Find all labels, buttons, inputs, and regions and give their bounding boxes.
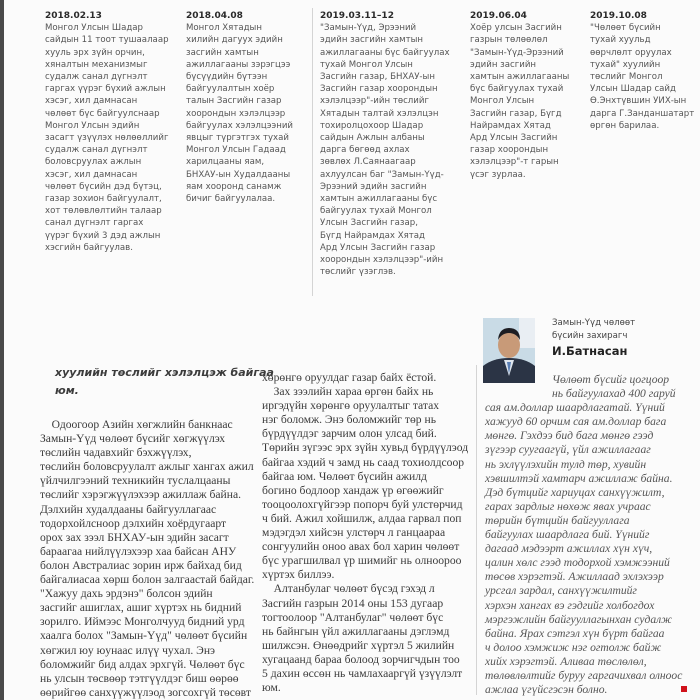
quote-text-line: урсгал зардал, санхүүжилтийг <box>485 584 637 598</box>
timeline-text-line: Бүгд Найрамдах Хятад <box>320 230 425 241</box>
body-text-line: хөрөнгө оруулдаг газар байх ёстой. <box>262 371 437 384</box>
timeline-text-line: хот төлөвлөлтийн талаар <box>45 206 162 217</box>
timeline-text-line: газар зохион байгуулалт, <box>45 194 162 205</box>
timeline-text-line: үсэг зурлаа. <box>470 169 526 180</box>
body-text-line: төслийг хэрэгжүүлэхээр ажиллаж байна. <box>40 488 241 502</box>
timeline-text-line: Засгийн газар хоорондын <box>320 84 438 95</box>
body-text-line: төслийн боловсруулалт ажлыг хангах ажил <box>40 460 254 474</box>
body-text-line: хөгжил юу юунаас илүү чухал. Энэ <box>40 643 216 657</box>
quote-text-line: хэвшилтэй хамтарч ажиллаж байна. <box>485 471 673 485</box>
end-of-article-mark <box>681 686 687 692</box>
timeline-text-line: Монгол Улсын <box>470 96 535 107</box>
timeline-text-line: Монгол Улсын Шадар <box>45 23 143 34</box>
body-text-line: бүрдүүлдэг зарчим олон улсад бий. <box>262 427 437 441</box>
quote-text-line: төлөвлөлтийг буруу гаргачихвал олноос <box>485 668 683 682</box>
body-text-line: үйлчилгээний техникийн туслалцааны <box>40 474 231 488</box>
timeline-text-line: Ө.Энхтүвшин УИХ-ын <box>590 96 687 107</box>
column-divider <box>476 365 477 695</box>
quote-text-line: хажууд 60 орчим сая ам.доллар бага <box>485 415 667 429</box>
timeline-text-line: яам хооронд санамж <box>186 181 282 192</box>
quote-text-line: нь байгуулахад 400 гаруй <box>552 387 676 401</box>
timeline-text-line: өргөн барилаа. <box>590 120 660 131</box>
timeline-text-line: Хятадын талтай хэлэлцэн <box>320 108 439 119</box>
article-column-middle <box>262 371 468 695</box>
timeline-text-line: чөлөөт бүс байгуулснаар <box>45 108 160 119</box>
body-text-line: байгаа хэдий ч замд нь саад тохиолдсоор <box>262 455 465 469</box>
quote-text-line: мэргэжлийн байгууллагынхан судалж <box>485 612 672 626</box>
timeline-text-line: хоорондын хэлэлцээр"-ийн <box>320 255 444 266</box>
quote-text-line: төрийн бүтцийн байгууллага <box>485 513 630 527</box>
quote-text-line: ч долоо хэмжиж нэг огтолж байж <box>485 640 662 654</box>
body-text-line: бүс урагшилвал үр шимийг нь олноороо <box>262 554 462 568</box>
timeline-text-line: засагт үзүүлэх нөлөөллийг <box>45 133 169 144</box>
timeline-text-line: Монгол Улсын Гадаад <box>186 145 286 156</box>
body-text-line: засгийг ашиглах, ашиг хүртэх нь бидний <box>40 601 242 615</box>
quote-text-line: зүгээр суугаагүй, үйл ажиллагааг <box>485 443 651 457</box>
body-text-line: "Хажуу дахь эрдэнэ" болсон эдийн <box>40 587 213 601</box>
body-text-line: байгалиасаа хөрш болон залгаастай байдаг. <box>40 573 255 587</box>
body-text-line: зорилго. Иймээс Монголчууд бидний урд <box>40 615 245 629</box>
timeline-text-line: Хоёр улсын Засгийн <box>470 23 562 34</box>
timeline-text-line: бүс байгуулах тухай <box>470 84 564 95</box>
timeline-text-line: хууль эрх зүйн орчин, <box>45 47 145 58</box>
timeline-text-line: Засгийн газар, БНХАУ-ын <box>320 72 435 83</box>
timeline-date: 2019.06.04 <box>470 11 527 21</box>
heading-line: хуулийн төслийг хэлэлцэж байгаа <box>55 366 274 379</box>
timeline-text-line: гаргах үүрэг бүхий ажлын <box>45 84 166 95</box>
quote-text-line: ажлаа үгүйсгэсэн болно. <box>485 683 608 697</box>
timeline-text-line: байгуулалтын хоёр <box>186 84 275 95</box>
timeline-text-line: Монгол Улсын эдийн <box>45 120 140 131</box>
body-text-line: сонгуулийн оноо авах бол харин чөлөөт <box>262 540 460 554</box>
interviewee-role: бүсийн захирагч <box>552 331 628 341</box>
timeline-text-line: хяналтын механизмыг <box>45 59 148 70</box>
timeline-entry <box>590 10 694 132</box>
timeline-text-line: судалж санал дүгнэлт <box>45 145 148 156</box>
timeline-text-line: өөрчлөлт оруулах <box>590 47 672 58</box>
timeline-text-line: хоорондын хэлэлцээр <box>186 108 286 119</box>
quote-text-line: байгуулах шаардлага бий. Үүнийг <box>485 528 650 542</box>
body-text-line: өөрийгөө санхүүжүүлэод зогсохгүй төсөвт <box>40 685 251 699</box>
body-text-line: нь улсын төсвөөр тэтгүүлдэг биш өөрөө <box>40 671 239 685</box>
timeline-text-line: Улсын Шадар сайд <box>590 84 676 95</box>
timeline-date: 2018.02.13 <box>45 11 102 21</box>
timeline-text-line: Эрээний эдийн засгийн <box>320 181 427 192</box>
body-text-line: Алтанбулаг чөлөөт бүсэд гэхэд л <box>262 582 435 596</box>
timeline-text-line: төслийг Монгол <box>590 72 663 83</box>
body-text-line: хаалга болох "Замын-Үүд" чөлөөт бүсийн <box>40 629 248 643</box>
timeline-text-line: явцыг түргэтгэх тухай <box>186 133 289 144</box>
timeline-text-line: эдийн засгийн хамтын <box>320 35 424 46</box>
quote-text-line: төсөв хэрэгтэй. Ажиллаад эхлэхээр <box>485 570 664 584</box>
timeline-text-line: боловсруулах ажлын <box>45 157 142 168</box>
timeline-text-line: хамтын ажиллагааны бүс <box>320 194 438 205</box>
timeline-entry <box>45 10 169 254</box>
column-divider <box>312 8 313 296</box>
body-text-line: шилжсэн. Өнөөдрийг хүртэл 5 жилийн <box>262 638 455 652</box>
body-text-line: Замын-Үүд чөлөөт бүсийг хөгжүүлэх <box>40 432 226 446</box>
timeline-text-line: БНХАУ-ын Худалдааны <box>186 169 291 180</box>
timeline-text-line: ахлуулсан баг "Замын-Үүд- <box>320 169 444 180</box>
timeline-text-line: "Замын-Үүд, Эрээний <box>320 23 417 34</box>
interview-quote <box>485 373 682 697</box>
interviewee-name: И.Батнасан <box>552 344 628 358</box>
timeline-date: 2019.03.11–12 <box>320 11 394 21</box>
timeline-text-line: газрын төлөөлөл <box>470 35 548 46</box>
timeline-text-line: тухай хуульд <box>590 35 651 46</box>
timeline-text-line: бүсүүдийн бүтээн <box>186 72 268 83</box>
quote-text-line: хэрхэн хангах вэ гэдгийг холбогдох <box>485 598 655 612</box>
quote-text-line: цалин хөлс гээд тодорхой хэмжээний <box>485 556 670 570</box>
article-column-left <box>40 418 254 700</box>
body-text-line: Дэлхийн худалдааны байгууллагаас <box>40 502 217 516</box>
timeline-date: 2019.10.08 <box>590 11 647 21</box>
quote-text-line: байна. Ярах сэтгэл хүн бүрт байгаа <box>485 626 665 640</box>
body-text-line: Төрийн зүгээс эрх зүйн хувьд бүрдүүлэод <box>262 441 469 455</box>
timeline-text-line: Ард Улсын Засгийн газар <box>320 242 436 253</box>
quote-text-line: гарах зардлыг нөхөж явах учраас <box>485 499 651 513</box>
body-text-line: нэг боломж. Энэ боломжийг төр нь <box>262 413 436 427</box>
timeline-text-line: судалж санал дүгнэлт <box>45 72 148 83</box>
timeline-text-line: Найрамдах Хятад <box>470 120 551 131</box>
timeline-entry <box>320 10 450 278</box>
body-text-line: Зах зээлийн хараа өргөн байх нь <box>262 385 434 399</box>
quote-text-line: хийх хэрэгтэй. Аливаа төслөлөл, <box>485 654 647 668</box>
timeline-text-line: сайдын Ажлын албаны <box>320 133 425 144</box>
body-text-line: иргэдүйн хөрөнгө оруулалтыг татах <box>262 399 440 413</box>
body-text-line: тогтоолоор "Алтанбулаг" чөлөөт бүс <box>262 610 444 624</box>
timeline-text-line: тухай" хуулийн <box>590 59 661 70</box>
body-text-line: нь байнгын үйл ажиллагааны дэглэмд <box>262 624 450 638</box>
timeline-text-line: талын Засгийн газар <box>186 96 282 107</box>
body-text-line: бараагаа нийлүүлэхээр хаа байсан АНУ <box>40 544 237 558</box>
timeline-text-line: байгуулах тухай Монгол <box>320 206 432 217</box>
timeline-text-line: хэсэг, хил дамнасан <box>45 169 138 180</box>
timeline-text-line: Монгол Хятадын <box>186 23 262 34</box>
timeline-text-line: хэлэлцээр"-т гарын <box>470 157 559 168</box>
quote-text-line: Дэд бүтцийг хариуцах санхүүжилт, <box>485 485 665 499</box>
body-text-line: тооцоолохгүйгээр попорч буй улстөрчид <box>262 497 463 511</box>
timeline-text-line: харилцааны яам, <box>186 157 265 168</box>
quote-text-line: дагаад мэдээрт ажиллах хүн хүч, <box>485 542 653 556</box>
timeline-text-line: ажиллагааны бүс байгуулах <box>320 47 450 58</box>
quote-text-line: Чөлөөт бүсийг цогцоор <box>552 373 670 386</box>
timeline-text-line: Засгийн газар, Бүгд <box>470 108 562 119</box>
body-text-line: тодорхойлсноор дэлхийн хоёрдугаарт <box>40 516 227 530</box>
body-text-line: ч бий. Ажил хойшилж, алдаа гарвал поп <box>262 511 462 525</box>
timeline-text-line: бичиг байгуулалаа. <box>186 194 276 205</box>
timeline-date: 2018.04.08 <box>186 11 243 21</box>
timeline-text-line: зөвлөх Л.Саянаагаар <box>320 157 416 168</box>
timeline-text-line: эдийн засгийн <box>470 59 537 70</box>
body-text-line: Одоогоор Азийн хөгжлийн банкнаас <box>40 418 233 431</box>
timeline-text-line: чөлөөт бүсийн дэд бүтэц, <box>45 181 162 192</box>
body-text-line: Засгийн газрын 2014 оны 153 дугаар <box>262 596 444 610</box>
timeline-text-line: хэсэг, хил дамнасан <box>45 96 138 107</box>
body-text-line: орох зах зээл БНХАУ-ын эдийн засагт <box>40 530 229 544</box>
interviewee-role: Замын-Үүд чөлөөт <box>552 318 636 328</box>
quote-text-line: сая ам.доллар шаардлагатай. Үүний <box>485 401 665 415</box>
body-text-line: хүртэх биллээ. <box>262 568 335 582</box>
timeline-text-line: Улсын Засгийн газар, <box>320 218 418 229</box>
timeline-entry <box>470 10 569 181</box>
timeline-text-line: хэсгийн байгуулав. <box>45 242 133 253</box>
timeline-text-line: засгийн хамтын <box>186 47 259 58</box>
timeline-text-line: тохиролцохоор Шадар <box>320 120 424 131</box>
timeline-text-line: хэлэлцээр"-ийн төслийг <box>320 96 429 107</box>
article-heading <box>55 364 274 400</box>
timeline-text-line: хамтын ажиллагааны <box>470 72 570 83</box>
timeline-text-line: тухай Монгол Улсын <box>320 59 413 70</box>
body-text-line: төслийн чадавхийг бэхжүүлэх, <box>40 446 192 460</box>
body-text-line: болон Австралиас зорин ирж байхад бид <box>40 558 242 572</box>
heading-line: юм. <box>55 384 79 397</box>
timeline-text-line: санал дүгнэлт гаргах <box>45 218 144 229</box>
timeline-text-line: сайдын 11 тоот тушаалаар <box>45 35 169 46</box>
interviewee-info <box>552 317 635 359</box>
timeline-text-line: "Чөлөөт бүсийн <box>590 23 661 34</box>
body-text-line: байгаа юм. Чөлөөт бүсийн ажилд <box>262 469 427 483</box>
quote-text-line: мөнгө. Гэхдээ бид бага мөнгө гээд <box>485 429 654 443</box>
quote-text-line: нь эхлүүлэхийн тулд төр, хувийн <box>485 457 647 471</box>
body-text-line: мэдэгдэл хийсэн улстөрч л ганцаараа <box>262 526 446 540</box>
body-text-line: боломжийг бид алдах эрхгүй. Чөлөөт бүс <box>40 657 245 671</box>
timeline-text-line: төслийг үзэглэв. <box>320 267 396 278</box>
timeline-text-line: хилийн дагуух эдийн <box>186 35 283 46</box>
body-text-line: 5 дахин өссөн нь чамлахааргүй үзүүлэлт <box>262 666 463 680</box>
timeline-text-line: Ард Улсын Засгийн <box>470 133 558 144</box>
timeline-text-line: дарга бөгөөд ахлах <box>320 145 410 156</box>
timeline-text-line: үүрэг бүхий 3 дэд ажлын <box>45 230 161 241</box>
body-text-line: хугацаанд бараа болоод зорчигчдын тоо <box>262 652 460 666</box>
timeline-text-line: ажиллагааны зэрэгцээ <box>186 59 291 70</box>
body-text-line: богино бодлоор хандаж үр өгөөжийг <box>262 483 444 497</box>
timeline-text-line: "Замын-Үүд-Эрээний <box>470 47 564 58</box>
timeline-entry <box>186 10 293 205</box>
body-text-line: юм. <box>262 681 281 695</box>
timeline-text-line: байгуулах хэлэлцээний <box>186 120 293 131</box>
timeline-text-line: газар хоорондын <box>470 145 549 156</box>
timeline-text-line: дарга Г.Занданшатарт <box>590 108 695 119</box>
page-edge <box>0 0 4 700</box>
